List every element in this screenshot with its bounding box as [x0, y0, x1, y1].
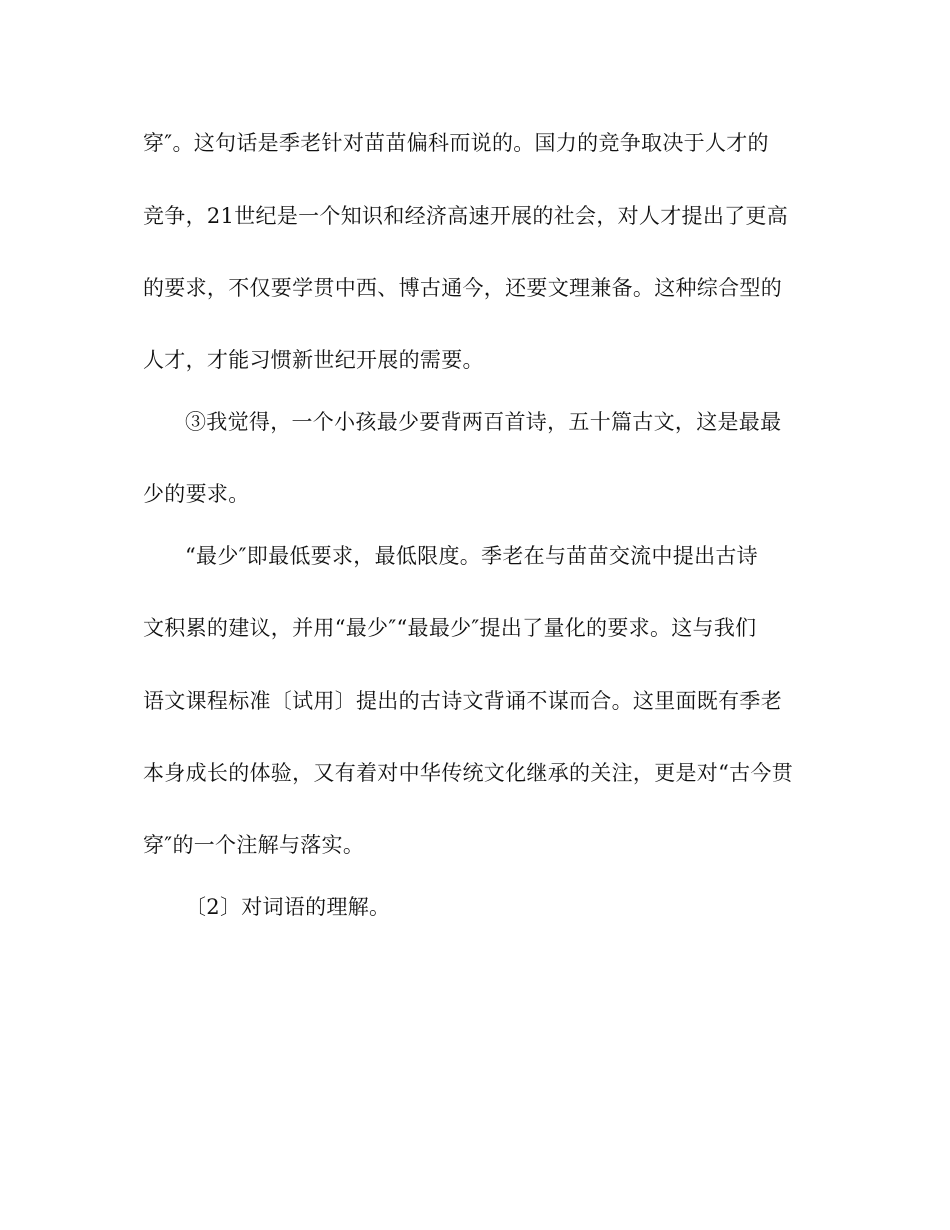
- paragraph-line-9: 语文课程标准〔试用〕提出的古诗文背诵不谋而合。这里面既有季老: [143, 689, 782, 713]
- section-heading: 〔2〕对词语的理解。: [185, 895, 391, 919]
- paragraph-line-7: “最少″即最低要求，最低限度。季老在与苗苗交流中提出古诗: [185, 544, 758, 568]
- paragraph-line-11: 穿″的一个注解与落实。: [143, 833, 365, 857]
- paragraph-line-3: 的要求，不仅要学贯中西、博古通今，还要文理兼备。这种综合型的: [143, 276, 782, 300]
- paragraph-line-8: 文积累的建议，并用“最少″“最最少″提出了量化的要求。这与我们: [143, 616, 757, 640]
- paragraph-line-2: 竞争，21世纪是一个知识和经济高速开展的社会，对人才提出了更高: [143, 204, 789, 228]
- paragraph-line-4: 人才，才能习惯新世纪开展的需要。: [143, 348, 484, 372]
- paragraph-line-5: ③我觉得，一个小孩最少要背两百首诗，五十篇古文，这是最最: [185, 410, 782, 434]
- paragraph-line-1: 穿″。这句话是季老针对苗苗偏科而说的。国力的竞争取决于人才的: [143, 131, 769, 155]
- paragraph-line-10: 本身成长的体验，又有着对中华传统文化继承的关注，更是对“古今贯: [143, 761, 794, 785]
- paragraph-line-6: 少的要求。: [143, 482, 250, 506]
